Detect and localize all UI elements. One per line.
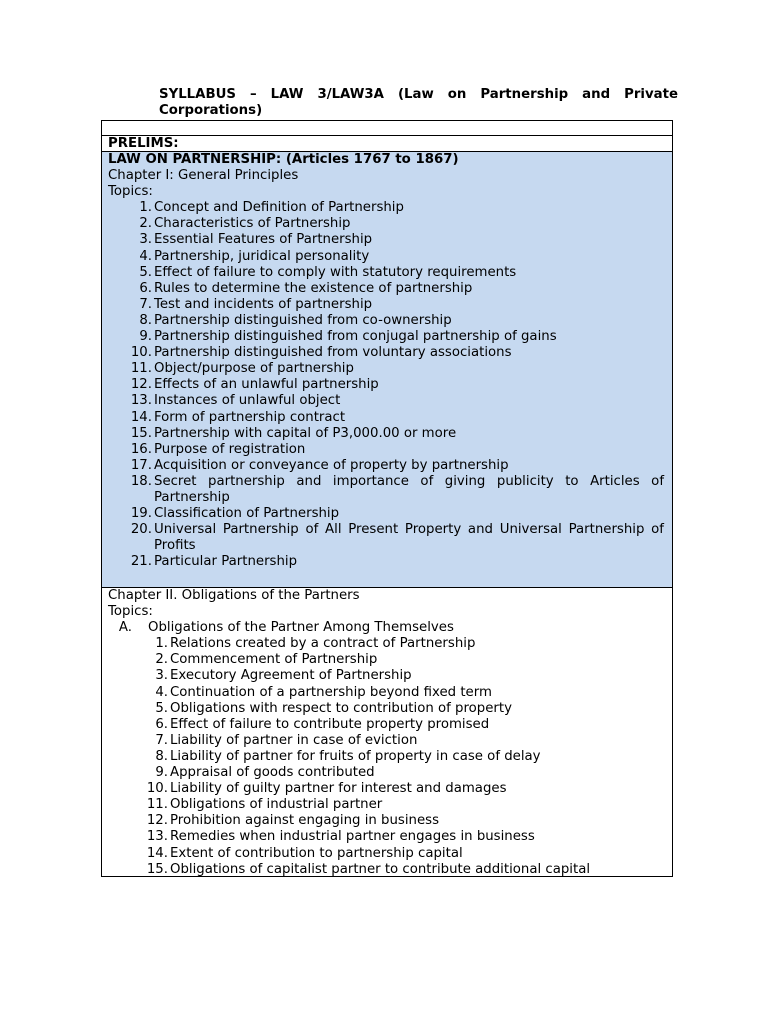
section-partnership-general bbox=[102, 152, 672, 588]
item-text: Liability of partner in case of eviction bbox=[170, 732, 418, 748]
item-number: 4. bbox=[139, 248, 152, 264]
item-number: 20. bbox=[130, 522, 152, 538]
item-number: 8. bbox=[139, 312, 152, 328]
list-item bbox=[108, 458, 664, 474]
item-text: Appraisal of goods contributed bbox=[170, 765, 375, 781]
subsection-title: Obligations of the Partner Among Themselves bbox=[148, 620, 454, 636]
topics-label: Topics: bbox=[108, 184, 153, 200]
item-text: Essential Features of Partnership bbox=[154, 232, 373, 248]
item-number: 6. bbox=[139, 280, 152, 296]
item-text: Partnership distinguished from conjugal partnership of gains bbox=[154, 329, 557, 345]
item-number: 10. bbox=[146, 781, 168, 797]
item-text: Concept and Definition of Partnership bbox=[154, 200, 404, 216]
list-item bbox=[108, 265, 664, 281]
list-item bbox=[108, 701, 664, 717]
topics-list bbox=[108, 636, 664, 877]
list-item bbox=[108, 442, 664, 458]
empty-row bbox=[102, 121, 672, 136]
item-text: Partnership with capital of P3,000.00 or more bbox=[154, 425, 457, 441]
item-number: 13. bbox=[130, 393, 152, 409]
item-number: 14. bbox=[130, 409, 152, 425]
list-item bbox=[108, 345, 664, 361]
item-number: 6. bbox=[155, 716, 168, 732]
item-text: Acquisition or conveyance of property by partnership bbox=[154, 457, 509, 473]
item-number: 16. bbox=[130, 441, 152, 457]
item-text: Obligations with respect to contribution of property bbox=[170, 700, 512, 716]
item-text: Prohibition against engaging in business bbox=[170, 813, 440, 829]
item-number: 7. bbox=[139, 296, 152, 312]
item-text: Test and incidents of partnership bbox=[154, 296, 373, 312]
item-number: 12. bbox=[130, 377, 152, 393]
list-item bbox=[108, 749, 664, 765]
item-number: 14. bbox=[146, 845, 168, 861]
list-item bbox=[108, 668, 664, 684]
item-number: 1. bbox=[155, 636, 168, 652]
item-number: 3. bbox=[139, 232, 152, 248]
item-text: Partnership distinguished from voluntary associations bbox=[154, 345, 512, 361]
prelims-label: PRELIMS: bbox=[102, 136, 672, 152]
item-number: 4. bbox=[155, 684, 168, 700]
item-text: Relations created by a contract of Partnership bbox=[170, 636, 476, 652]
subsection-heading bbox=[108, 620, 664, 636]
list-item bbox=[108, 829, 664, 845]
item-number: 13. bbox=[146, 829, 168, 845]
list-item bbox=[108, 781, 664, 797]
item-text: Partnership distinguished from co-ownership bbox=[154, 312, 452, 328]
list-item bbox=[108, 506, 664, 522]
item-number: 7. bbox=[155, 732, 168, 748]
item-text: Liability of partner for fruits of property in case of delay bbox=[170, 748, 541, 764]
item-number: 12. bbox=[146, 813, 168, 829]
item-number: 15. bbox=[146, 861, 168, 877]
item-text: Executory Agreement of Partnership bbox=[170, 668, 412, 684]
item-text: Continuation of a partnership beyond fixed term bbox=[170, 684, 492, 700]
item-number: 17. bbox=[130, 457, 152, 473]
list-item bbox=[108, 733, 664, 749]
list-item bbox=[108, 329, 664, 345]
list-item bbox=[108, 813, 664, 829]
item-number: 5. bbox=[139, 264, 152, 280]
item-text: Characteristics of Partnership bbox=[154, 216, 351, 232]
list-item bbox=[108, 474, 664, 506]
list-item bbox=[108, 522, 664, 554]
list-item bbox=[108, 393, 664, 409]
item-text: Commencement of Partnership bbox=[170, 652, 378, 668]
list-item bbox=[108, 765, 664, 781]
item-number: 5. bbox=[155, 700, 168, 716]
list-item bbox=[108, 846, 664, 862]
list-item bbox=[108, 685, 664, 701]
item-text: Rules to determine the existence of partnership bbox=[154, 280, 473, 296]
item-text: Obligations of industrial partner bbox=[170, 797, 383, 813]
list-item bbox=[108, 313, 664, 329]
list-item bbox=[108, 862, 664, 878]
list-item bbox=[108, 636, 664, 652]
item-text: Object/purpose of partnership bbox=[154, 361, 354, 377]
list-item bbox=[108, 232, 664, 248]
item-text: Partnership, juridical personality bbox=[154, 248, 370, 264]
item-number: 21. bbox=[130, 554, 152, 570]
item-text: Liability of guilty partner for interest and damages bbox=[170, 781, 507, 797]
item-text: Instances of unlawful object bbox=[154, 393, 341, 409]
list-item bbox=[108, 297, 664, 313]
item-number: 1. bbox=[139, 200, 152, 216]
item-text: Extent of contribution to partnership capital bbox=[170, 845, 463, 861]
topics-list bbox=[108, 200, 664, 570]
subsection-letter: A. bbox=[118, 620, 132, 636]
list-item bbox=[108, 426, 664, 442]
item-number: 11. bbox=[130, 361, 152, 377]
topics-label: Topics: bbox=[108, 604, 153, 620]
item-text: Secret partnership and importance of giving publicity to Articles of Partnership bbox=[154, 473, 664, 505]
list-item bbox=[108, 652, 664, 668]
item-text: Form of partnership contract bbox=[154, 409, 346, 425]
item-text: Particular Partnership bbox=[154, 554, 298, 570]
chapter-title: Chapter I: General Principles bbox=[108, 168, 299, 184]
section-heading: LAW ON PARTNERSHIP: (Articles 1767 to 1867) bbox=[108, 152, 459, 167]
item-text: Universal Partnership of All Present Property and Universal Partnership of Profits bbox=[154, 522, 664, 554]
item-text: Effects of an unlawful partnership bbox=[154, 377, 379, 393]
item-text: Classification of Partnership bbox=[154, 506, 340, 522]
list-item bbox=[108, 717, 664, 733]
item-text: Purpose of registration bbox=[154, 441, 306, 457]
item-number: 15. bbox=[130, 425, 152, 441]
item-number: 11. bbox=[146, 797, 168, 813]
list-item bbox=[108, 377, 664, 393]
list-item bbox=[108, 249, 664, 265]
section-obligations bbox=[102, 588, 672, 876]
item-number: 9. bbox=[139, 329, 152, 345]
item-number: 2. bbox=[155, 652, 168, 668]
syllabus-table bbox=[101, 120, 673, 877]
item-number: 9. bbox=[155, 765, 168, 781]
list-item bbox=[108, 216, 664, 232]
item-number: 8. bbox=[155, 748, 168, 764]
item-number: 19. bbox=[130, 506, 152, 522]
list-item bbox=[108, 200, 664, 216]
item-text: Effect of failure to contribute property promised bbox=[170, 716, 490, 732]
item-number: 3. bbox=[155, 668, 168, 684]
item-text: Remedies when industrial partner engages in business bbox=[170, 829, 535, 845]
list-item bbox=[108, 281, 664, 297]
item-text: Effect of failure to comply with statutory requirements bbox=[154, 264, 517, 280]
list-item bbox=[108, 361, 664, 377]
list-item bbox=[108, 797, 664, 813]
item-number: 10. bbox=[130, 345, 152, 361]
list-item bbox=[108, 410, 664, 426]
list-item bbox=[108, 554, 664, 570]
item-number: 18. bbox=[130, 473, 152, 489]
item-text: Obligations of capitalist partner to contribute additional capital bbox=[170, 861, 591, 877]
item-number: 2. bbox=[139, 216, 152, 232]
document-title: SYLLABUS – LAW 3/LAW3A (Law on Partnership and Private Corporations) bbox=[159, 87, 678, 118]
chapter-title: Chapter II. Obligations of the Partners bbox=[108, 588, 360, 603]
